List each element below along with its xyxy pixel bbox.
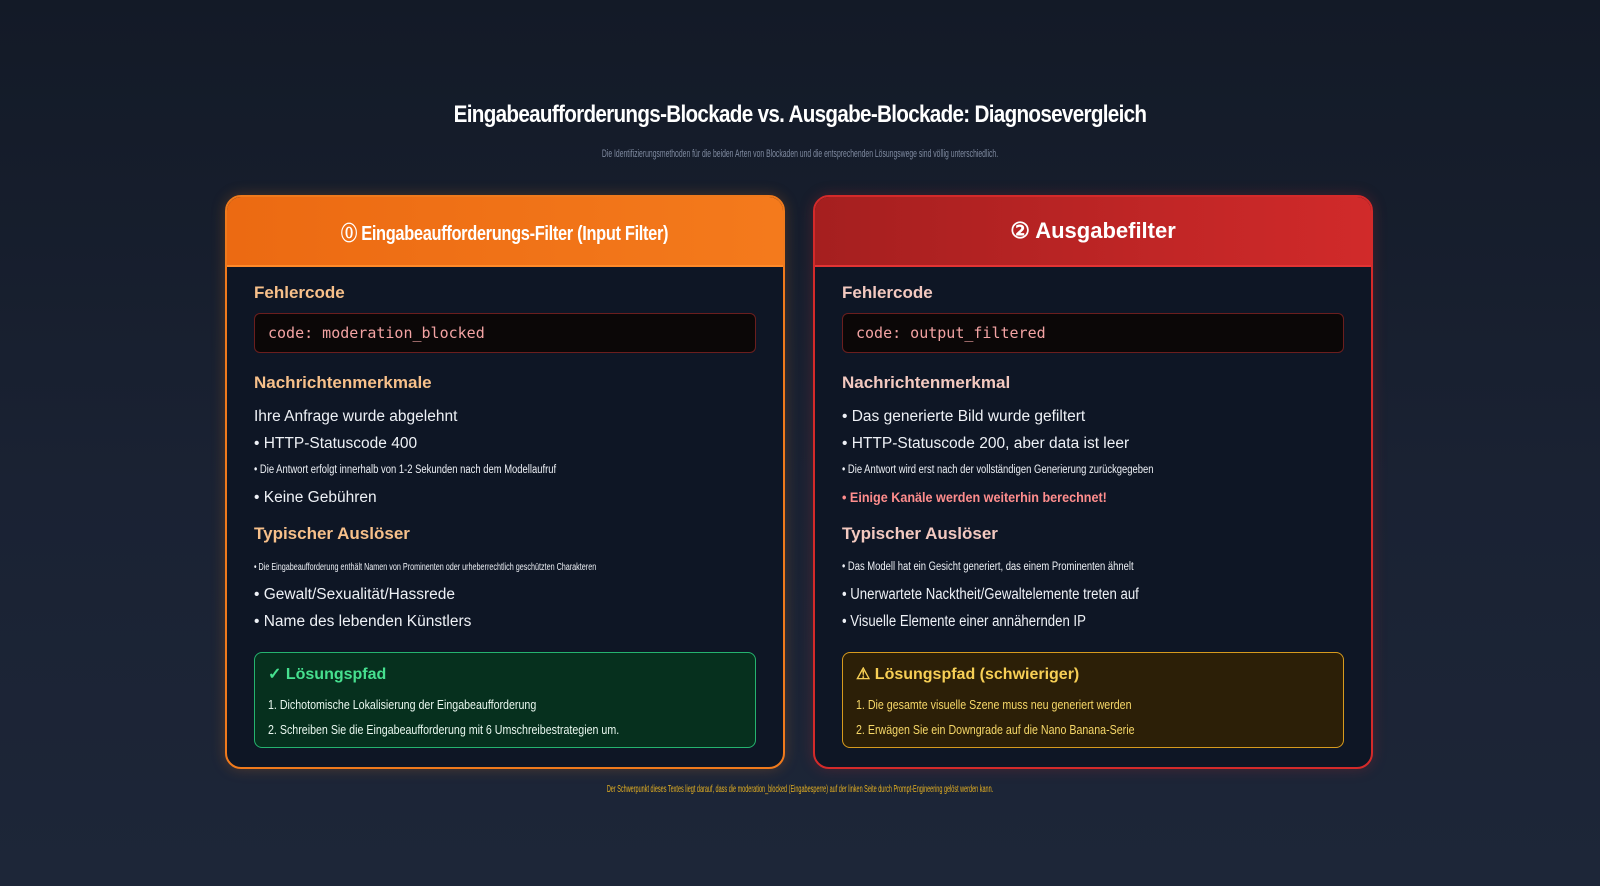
solution-path-title: ⚠ Lösungspfad (schwieriger): [856, 666, 1080, 683]
input-filter-title: ⓪ Eingabeaufforderungs-Filter (Input Filter): [341, 222, 669, 245]
feature-item: • Keine Gebühren: [254, 489, 377, 506]
output-filter-title: ② Ausgabefilter: [1010, 218, 1176, 243]
error-code-box: code: output_filtered: [842, 313, 1344, 353]
typical-trigger-label: Typischer Auslöser: [254, 524, 410, 543]
error-code-label: Fehlercode: [842, 283, 933, 302]
solution-path-box: [842, 652, 1344, 748]
message-feature-label: Nachrichtenmerkmal: [842, 373, 1011, 392]
trigger-item: • Unerwartete Nacktheit/Gewaltelemente treten auf: [842, 586, 1139, 603]
solution-step: 1. Dichotomische Lokalisierung der Eingabeaufforderung: [268, 697, 537, 712]
message-features-label: Nachrichtenmerkmale: [254, 373, 432, 392]
input-filter-card: [225, 195, 785, 769]
typical-trigger-label: Typischer Auslöser: [842, 524, 998, 543]
output-filter-card: [813, 195, 1373, 769]
solution-step: 2. Schreiben Sie die Eingabeaufforderung mit 6 Umschreibestrategien um.: [268, 722, 620, 737]
feature-item: • Das generierte Bild wurde gefiltert: [842, 408, 1086, 425]
feature-item: • Die Antwort wird erst nach der vollständigen Generierung zurückgegeben: [842, 464, 1154, 476]
solution-step: 1. Die gesamte visuelle Szene muss neu generiert werden: [856, 697, 1132, 712]
trigger-item: • Visuelle Elemente einer annähernden IP: [842, 613, 1086, 630]
output-filter-header: [815, 197, 1371, 267]
error-code-box: code: moderation_blocked: [254, 313, 756, 353]
page-subtitle: Die Identifizierungsmethoden für die beiden Arten von Blockaden und die entsprechenden Lösungswege sind völlig unterschiedlich.: [601, 148, 999, 160]
solution-path-title: ✓ Lösungspfad: [268, 666, 387, 683]
error-code-label: Fehlercode: [254, 283, 345, 302]
feature-item: • Die Antwort erfolgt innerhalb von 1-2 Sekunden nach dem Modellaufruf: [254, 464, 557, 476]
feature-item: • HTTP-Statuscode 200, aber data ist leer: [842, 435, 1130, 452]
solution-step: 2. Erwägen Sie ein Downgrade auf die Nano Banana-Serie: [856, 722, 1135, 737]
solution-path-box: [254, 652, 756, 748]
trigger-item: • Gewalt/Sexualität/Hassrede: [254, 586, 455, 603]
feature-item-warning: • Einige Kanäle werden weiterhin berechnet!: [842, 489, 1107, 505]
feature-item: • HTTP-Statuscode 400: [254, 435, 418, 452]
page-title: Eingabeaufforderungs-Blockade vs. Ausgabe-Blockade: Diagnosevergleich: [453, 101, 1147, 128]
trigger-item: • Das Modell hat ein Gesicht generiert, das einem Prominenten ähnelt: [842, 561, 1134, 573]
feature-item: Ihre Anfrage wurde abgelehnt: [254, 408, 458, 425]
footer-note: Der Schwerpunkt dieses Textes liegt darauf, dass die moderation_blocked (Eingabesperre) auf der linken Seite durch Prompt-Engineering gelöst werden kann.: [606, 784, 994, 795]
input-filter-header: [227, 197, 783, 267]
trigger-item: • Name des lebenden Künstlers: [254, 613, 472, 630]
trigger-item: • Die Eingabeaufforderung enthält Namen von Prominenten oder urheberrechtlich geschützten Charakteren: [254, 562, 597, 573]
